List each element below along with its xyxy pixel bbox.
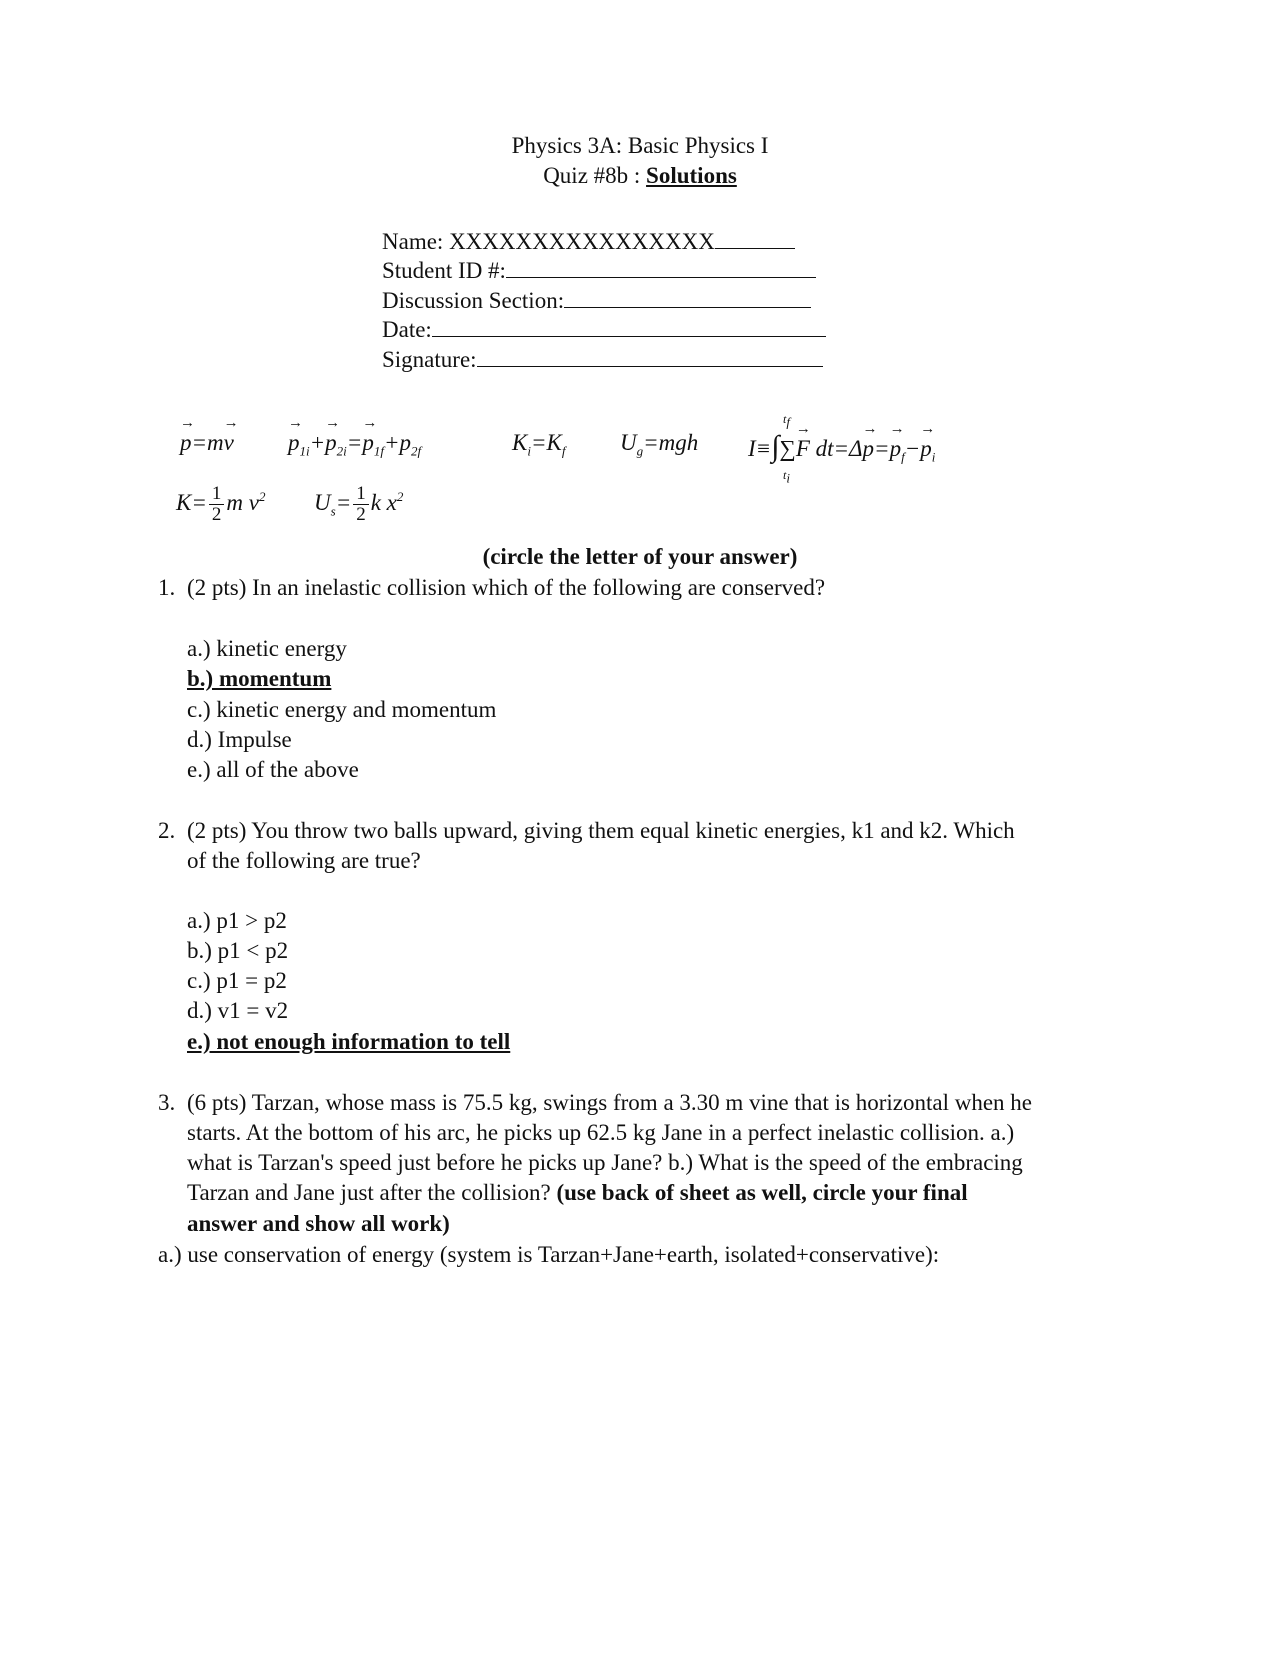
q2-option-c[interactable]: c.) p1 = p2 [187, 968, 287, 993]
question-3-line5: answer and show all work) [187, 1211, 450, 1236]
question-3-line2: starts. At the bottom of his arc, he picks up 62.5 kg Jane in a perfect inelastic collision. a.) [187, 1120, 1015, 1145]
question-1-number: 1. [158, 575, 176, 600]
gravitational-potential-equation: $U_g=mgh$ [620, 430, 699, 459]
answer-a-text: a.) use conservation of energy (system is Tarzan+Jane+earth, isolated+conservative): [158, 1242, 940, 1267]
q1-option-c[interactable]: c.) kinetic energy and momentum [187, 697, 497, 722]
discussion-field [382, 285, 811, 316]
question-2-text-line2: of the following are true? [187, 848, 421, 873]
q2-option-a[interactable]: a.) p1 > p2 [187, 908, 287, 933]
q2-option-b[interactable]: b.) p1 < p2 [187, 938, 289, 963]
momentum-equation: → p=m→ v [180, 430, 234, 456]
question-3-line4 [187, 1180, 968, 1206]
name-label: Name: [382, 229, 450, 254]
name-value: XXXXXXXXXXXXXXXX [449, 229, 715, 254]
date-label: Date: [382, 317, 432, 342]
student-id-field [382, 255, 816, 286]
q1-option-e[interactable]: e.) all of the above [187, 757, 359, 782]
kinetic-energy-equation: K= $\frac{1}{2}$ m $v^2$ [176, 483, 266, 525]
q1-option-b-answer[interactable]: b.) momentum [187, 666, 332, 691]
q2-option-d[interactable]: d.) v1 = v2 [187, 998, 289, 1023]
question-3-line4-bold: (use back of sheet as well, circle your final [556, 1180, 968, 1205]
question-2-text-line1: (2 pts) You throw two balls upward, giving them equal kinetic energies, k1 and k2. Which [187, 818, 1015, 843]
impulse-equation: I≡∫∑→ F $dt=\Delta\to p=\to p_f-\to p_i$ [748, 430, 935, 466]
signature-label: Signature: [382, 347, 477, 372]
instruction-text: (circle the letter of your answer) [482, 544, 798, 569]
q1-option-a[interactable]: a.) kinetic energy [187, 636, 347, 661]
question-3-line4-plain: Tarzan and Jane just after the collision? [187, 1180, 557, 1205]
student-id-label: Student ID #: [382, 258, 506, 283]
momentum-conservation-equation: → $p_{1i}+\to p_{2i}=\to p_{1f}+p_{2f}$ [288, 430, 421, 460]
quiz-title [0, 163, 1280, 189]
discussion-label: Discussion Section: [382, 288, 565, 313]
spring-potential-equation: $U_s=$ $\frac{1}{2}$ k $x^2$ [314, 483, 404, 525]
signature-field [382, 344, 823, 375]
kinetic-energy-conservation-equation: $K_i=K_f$ [512, 430, 566, 459]
question-3-number: 3. [158, 1090, 176, 1115]
q1-option-d[interactable]: d.) Impulse [187, 727, 292, 752]
question-1-text: (2 pts) In an inelastic collision which of the following are conserved? [187, 575, 826, 600]
date-field [382, 314, 826, 345]
course-title: Physics 3A: Basic Physics I [511, 133, 769, 158]
question-3-line3: what is Tarzan's speed just before he picks up Jane? b.) What is the speed of the embracing [187, 1150, 1023, 1175]
question-2-number: 2. [158, 818, 176, 843]
question-3-line1: (6 pts) Tarzan, whose mass is 75.5 kg, swings from a 3.30 m vine that is horizontal when he [187, 1090, 1032, 1115]
name-field [382, 226, 795, 257]
solutions-label: Solutions [646, 163, 737, 188]
quiz-prefix: Quiz #8b : [543, 163, 647, 188]
q2-option-e-answer[interactable]: e.) not enough information to tell [187, 1029, 511, 1054]
